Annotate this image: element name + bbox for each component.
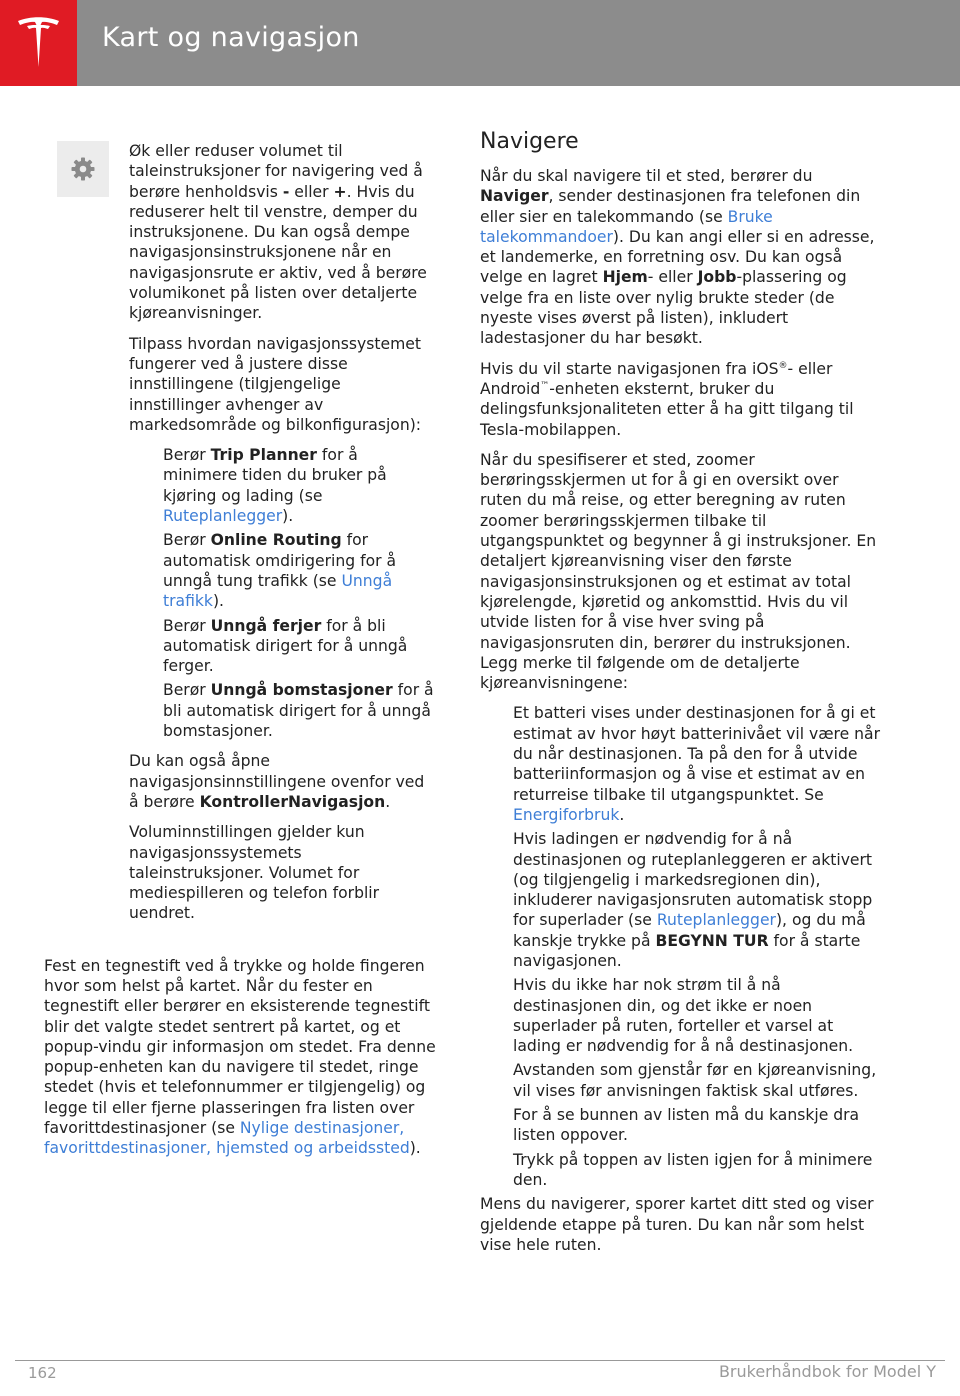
direction-item-charging: Hvis ladingen er nødvendig for å nå destinasjonen og ruteplanleggeren er aktivert (og tilgjengelig i markedsregionen din), inkluderer navigasjonsruten automatisk stopp for superlader (se Ruteplanlegger), og du må kanskje trykke på BEGYNN TUR for å starte navigasjonen. <box>513 830 873 970</box>
direction-item-distance: Avstanden som gjenstår før en kjøreanvisning, vil vises før anvisningen faktisk skal utføres. <box>513 1061 877 1100</box>
navigate-paragraph-4: Mens du navigerer, sporer kartet ditt sted og viser gjeldende etappe på turen. Du kan når som helst vise hele ruten. <box>480 1195 874 1254</box>
link-voice-commands[interactable]: Bruke talekommandoer <box>480 207 773 246</box>
section-title-navigere: Navigere <box>480 129 579 154</box>
direction-item-no-supercharger: Hvis du ikke har nok strøm til å nå destinasjonen din, og det ikke er noen superlader på ruten, forteller et varsel at lading er nødvendig for å nå destinasjonen. <box>513 976 854 1056</box>
settings-note <box>44 141 436 924</box>
option-online-routing: Berør Online Routing for automatisk omdirigering for å unngå tung trafikk (se Unngå trafikk). <box>163 531 397 611</box>
link-unnga-trafikk[interactable]: Unngå trafikk <box>163 571 393 611</box>
pin-paragraph: Fest en tegnestift ved å trykke og holde fingeren hvor som helst på kartet. Når du fester en tegnestift eller berører en eksisterende tegnestift blir det valgte stedet sentrert på kartet, og et popup-vindu gir informasjon om stedet. Fra denne popup-enheten kan du navigere til stedet, ringe stedet (hvis et telefonnummer er tilgjengelig) og legge til eller fjerne plasseringen fra listen over favorittdestinasjoner (se Nylige destinasjoner, favorittdestinasjoner, hjemsted og arbeidssted). <box>44 956 436 1158</box>
navigate-paragraph-1: Når du skal navigere til et sted, berører du Naviger, sender destinasjonen fra telefonen din eller sier en talekommando (se Bruke talekommandoer). Du kan angi eller si en adresse, et landemerke, en forretning osv. Du kan også velge en lagret Hjem- eller Jobb-plassering og velge fra en liste over nylig brukte steder (de nyeste vises øverst på listen), inkludert ladestasjoner du har besøkt. <box>480 167 875 348</box>
note-paragraph-volume-scope: Voluminnstillingen gjelder kun navigasjonssystemets taleinstruksjoner. Volumet for mediespilleren og telefon forblir uendret. <box>129 823 380 923</box>
page-title: Kart og navigasjon <box>102 22 360 53</box>
option-avoid-tolls: Berør Unngå bomstasjoner for å bli automatisk dirigert for å unngå bomstasjoner. <box>163 681 434 741</box>
direction-item-scroll: For å se bunnen av listen må du kanskje dra listen oppover. <box>513 1106 860 1145</box>
right-column <box>480 128 880 1265</box>
link-ruteplanlegger-2[interactable]: Ruteplanlegger <box>656 911 776 930</box>
manual-name: Brukerhåndbok for Model Y <box>718 1362 936 1381</box>
spacer <box>44 934 436 956</box>
link-ruteplanlegger[interactable]: Ruteplanlegger <box>163 507 283 526</box>
direction-item-minimize: Trykk på toppen av listen igjen for å minimere den. <box>513 1150 873 1189</box>
page-header <box>0 0 960 86</box>
navigate-paragraph-2: Hvis du vil starte navigasjonen fra iOS®- eller Android™-enheten eksternt, bruker du delingsfunksjonaliteten etter å ha gitt tilgang til Tesla-mobilappen. <box>480 359 854 439</box>
link-recent-destinations[interactable]: Nylige destinasjoner, favorittdestinasjoner, hjemsted og arbeidssted <box>44 1119 410 1158</box>
link-energiforbruk[interactable]: Energiforbruk <box>513 805 620 824</box>
tesla-logo <box>0 0 77 86</box>
note-paragraph-settings: Tilpass hvordan navigasjonssystemet fungerer ved å justere disse innstillingene (tilgjengelige innstillinger avhenger av markedsområde og bilkonfigurasjon): <box>129 334 422 434</box>
note-paragraph-open-settings: Du kan også åpne navigasjonsinnstillingene ovenfor ved å berøre KontrollerNavigasjon. <box>129 752 425 811</box>
note-paragraph-volume: Øk eller reduser volumet til taleinstruksjoner for navigering ved å berøre henholdsvis - eller +. Hvis du reduserer helt til venstre, demper du instruksjonene. Du kan også dempe navigasjonsinstruksjonene når en navigasjonsrute er aktiv, ved å berøre volumikonet på listen over detaljerte kjøreanvisninger. <box>129 142 427 323</box>
footer-divider <box>15 1360 945 1361</box>
option-trip-planner: Berør Trip Planner for å minimere tiden du bruker på kjøring og lading (se Ruteplanlegger). <box>163 446 387 526</box>
option-avoid-ferries: Berør Unngå ferjer for å bli automatisk dirigert for å unngå ferger. <box>163 616 408 676</box>
page-number: 162 <box>28 1364 57 1382</box>
left-column <box>44 141 436 1169</box>
navigate-paragraph-3: Når du spesifiserer et sted, zoomer berøringsskjermen ut for å gi en oversikt over ruten du må reise, og etter beregning av ruten zoomer berøringsskjermen tilbake til utgangspunktet og begynner å gi instruksjoner. En detaljert kjøreanvisning viser den første navigasjonsinstruksjonen og et estimat av total kjørelengde, kjøretid og ankomsttid. Hvis du vil utvide listen for å vise hver sving på navigasjonsruten din, berører du instruksjonen. Legg merke til følgende om de detaljerte kjøreanvisningene: <box>480 450 877 693</box>
direction-item-battery: Et batteri vises under destinasjonen for å gi et estimat av hvor høyt batterinivået vil være når du når destinasjonen. Ta på den for å utvide batteriinformasjon og å vise et estimat av en returreise tilbake til utgangspunktet. Se Energiforbruk. <box>513 704 881 824</box>
tesla-logo-icon <box>16 17 61 69</box>
